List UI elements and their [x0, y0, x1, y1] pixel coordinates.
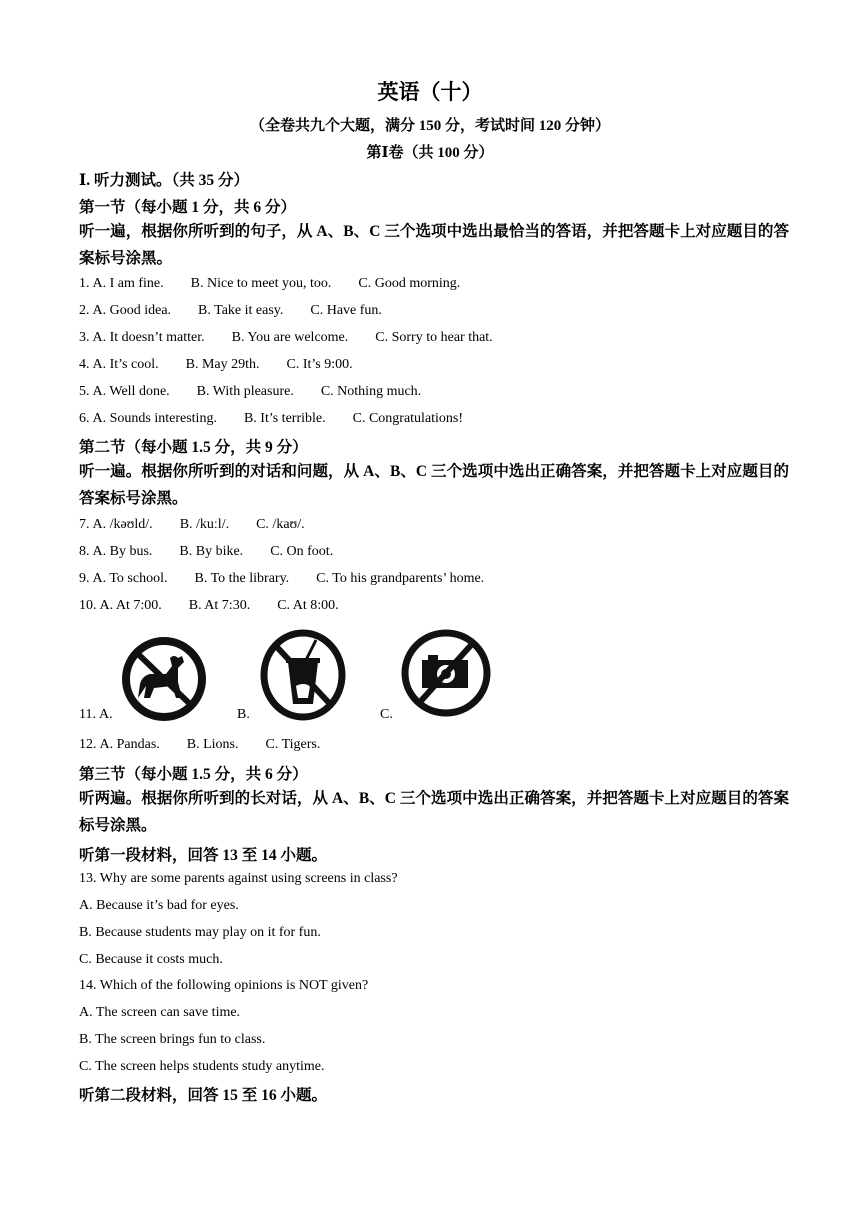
question-number: 8.: [79, 544, 90, 559]
question-12: [79, 737, 320, 753]
option-c: C. It’s 9:00.: [286, 357, 353, 372]
section2-instruction: 听一遍。根据你所听到的对话和问题，从 A、B、C 三个选项中选出正确答案，并把答题卡上对应题目的答案标号涂黑。: [79, 463, 789, 507]
option-b: B. To the library.: [194, 571, 290, 586]
option-a: 5. A. Well done.: [79, 384, 170, 399]
question-11-option-a: 11. A.: [79, 707, 113, 722]
option-c: C. At 8:00.: [277, 598, 339, 613]
no-dogs-sign-icon: [120, 636, 208, 722]
option-b: B. /kuːl/.: [179, 517, 230, 532]
option-b: B. At 7:30.: [188, 598, 251, 613]
option-a: 10. A. At 7:00.: [79, 598, 162, 613]
exam-subtitle: （全卷共九个大题，满分 150 分，考试时间 120 分钟）: [249, 118, 610, 134]
option-a: 1. A. I am fine.: [79, 276, 164, 291]
question-14-option-b: B. The screen brings fun to class.: [79, 1032, 266, 1047]
option-c: C. Congratulations!: [352, 411, 464, 426]
no-photography-sign-icon: [400, 628, 492, 718]
option-c: C. Good morning.: [358, 276, 461, 291]
question-1: [79, 276, 460, 292]
question-6: [79, 411, 463, 427]
question-2: [79, 303, 382, 319]
option-b: B. By bike.: [179, 544, 244, 559]
option-b: B. Take it easy.: [198, 303, 284, 318]
no-drinks-sign-icon: [258, 628, 348, 722]
section3-heading: 第三节（每小题 1.5 分，共 6 分）: [79, 766, 308, 783]
question-number: 4.: [79, 357, 90, 372]
option-a: 12. A. Pandas.: [79, 737, 160, 752]
option-b: B. May 29th.: [185, 357, 260, 372]
question-number: 11.: [79, 707, 96, 722]
option-a: 3. A. It doesn’t matter.: [79, 330, 205, 345]
material-2-heading: 听第二段材料，回答 15 至 16 小题。: [79, 1087, 328, 1104]
option-a: 8. A. By bus.: [79, 544, 153, 559]
option-c: C. On foot.: [270, 544, 334, 559]
question-14-option-c: C. The screen helps students study anytime.: [79, 1059, 325, 1074]
question-number: 9.: [79, 571, 90, 586]
question-5: [79, 384, 421, 400]
question-4: [79, 357, 353, 373]
question-9: [79, 571, 484, 587]
option-a: 9. A. To school.: [79, 571, 168, 586]
part-heading: Ⅰ. 听力测试。（共 35 分）: [79, 172, 250, 189]
option-c: C. Nothing much.: [320, 384, 422, 399]
question-13-option-c: C. Because it costs much.: [79, 952, 223, 967]
question-11-option-b: B.: [237, 707, 250, 722]
question-13-option-b: B. Because students may play on it for fun.: [79, 925, 321, 940]
question-11-option-c: C.: [380, 707, 393, 722]
option-b: B. With pleasure.: [196, 384, 294, 399]
question-number: 6.: [79, 411, 90, 426]
option-a: 6. A. Sounds interesting.: [79, 411, 217, 426]
question-8: [79, 544, 333, 560]
option-a: 4. A. It’s cool.: [79, 357, 159, 372]
option-a: 2. A. Good idea.: [79, 303, 172, 318]
option-c: C. To his grandparents’ home.: [316, 571, 485, 586]
question-number: 2.: [79, 303, 90, 318]
question-number: 3.: [79, 330, 90, 345]
question-number: 7.: [79, 517, 90, 532]
option-b: B. Lions.: [186, 737, 239, 752]
option-c: C. Sorry to hear that.: [375, 330, 493, 345]
option-b: B. You are welcome.: [231, 330, 349, 345]
question-number: 1.: [79, 276, 90, 291]
question-13-stem: 13. Why are some parents against using screens in class?: [79, 871, 398, 886]
section2-heading: 第二节（每小题 1.5 分，共 9 分）: [79, 439, 308, 456]
section1-heading: 第一节（每小题 1 分，共 6 分）: [79, 199, 297, 216]
option-c: C. Have fun.: [310, 303, 382, 318]
question-number: 12.: [79, 737, 97, 752]
question-13-option-a: A. Because it’s bad for eyes.: [79, 898, 239, 913]
section3-instruction: 听两遍。根据你所听到的长对话，从 A、B、C 三个选项中选出正确答案，并把答题卡上对应题目的答案标号涂黑。: [79, 790, 789, 834]
question-7: [79, 517, 305, 533]
question-10: [79, 598, 339, 614]
page-title: 英语（十）: [377, 80, 483, 104]
volume-heading: 第Ⅰ卷（共 100 分）: [366, 145, 494, 161]
question-14-option-a: A. The screen can save time.: [79, 1005, 241, 1020]
question-number: 10.: [79, 598, 97, 613]
question-number: 5.: [79, 384, 90, 399]
option-b: B. Nice to meet you, too.: [190, 276, 332, 291]
section1-instruction: 听一遍，根据你所听到的句子，从 A、B、C 三个选项中选出最恰当的答语，并把答题卡上对应题目的答案标号涂黑。: [79, 223, 789, 267]
material-1-heading: 听第一段材料，回答 13 至 14 小题。: [79, 847, 328, 864]
option-c: C. /kaʊ/.: [256, 517, 305, 532]
option-a: 7. A. /kəʊld/.: [79, 517, 153, 532]
question-3: [79, 330, 493, 346]
option-b: B. It’s terrible.: [243, 411, 326, 426]
question-14-stem: 14. Which of the following opinions is NOT given?: [79, 978, 369, 993]
option-c: C. Tigers.: [265, 737, 321, 752]
